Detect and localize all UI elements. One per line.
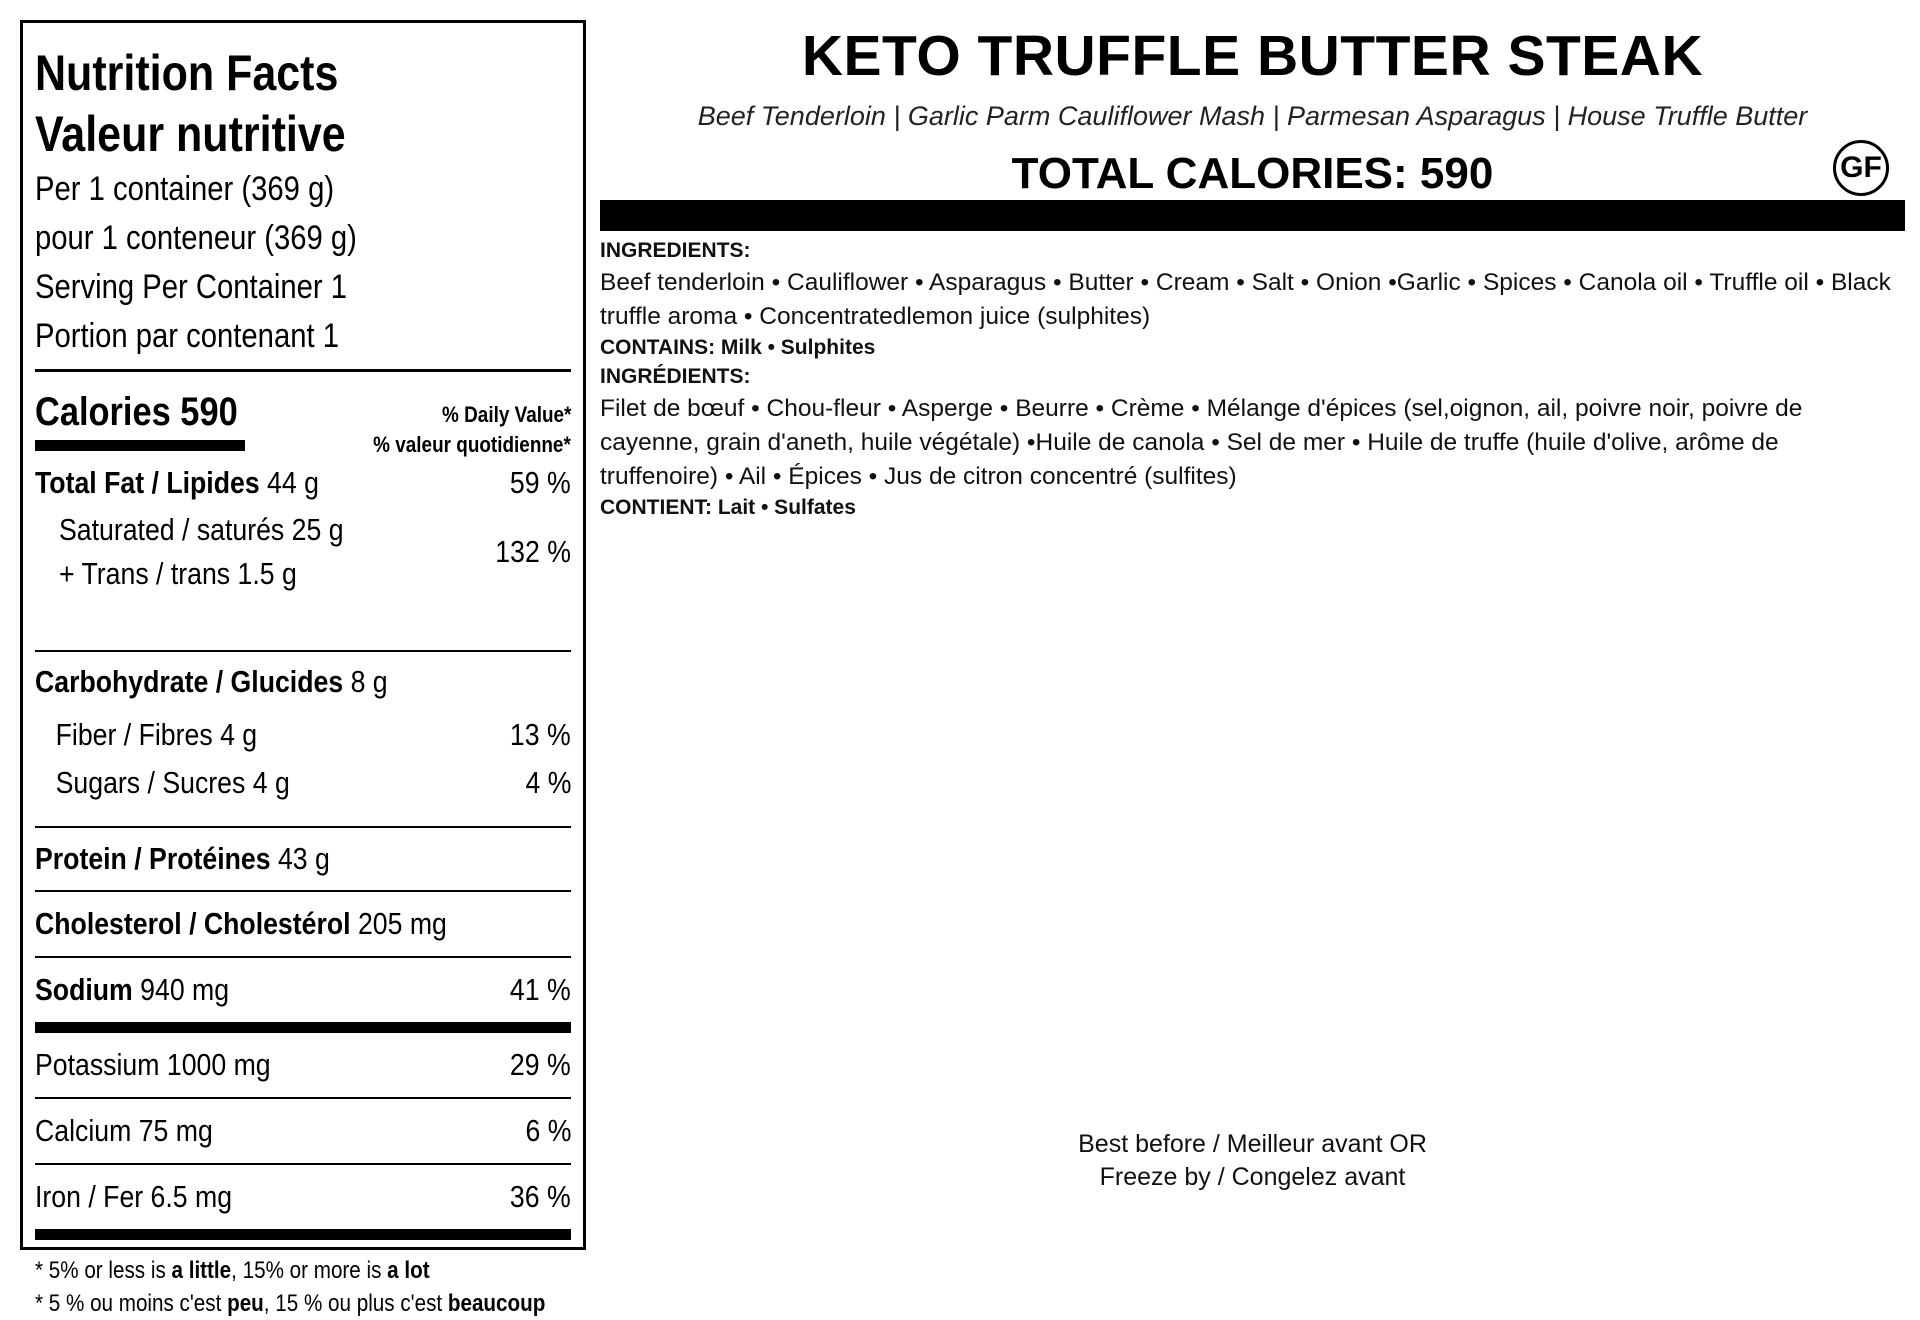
ingredients-heading-fr: INGRÉDIENTS: [600, 365, 751, 388]
thick-divider [35, 1229, 571, 1240]
ingredients-section [600, 236, 1900, 522]
serving-per-container-fr: Portion par contenant 1 [35, 317, 339, 355]
total-fat-pct: 59 % [510, 465, 571, 500]
carbohydrate-label: Carbohydrate / Glucides 8 g [35, 664, 388, 699]
iron-label: Iron / Fer 6.5 mg [35, 1179, 233, 1214]
sugars-label: Sugars / Sucres 4 g [55, 765, 290, 800]
nutrient-row-sugars [35, 758, 571, 808]
nutrition-title-en: Nutrition Facts [35, 45, 339, 101]
nutrient-row-total-fat [35, 458, 571, 508]
nutrient-row-protein [35, 828, 571, 890]
potassium-label: Potassium 1000 mg [35, 1047, 271, 1082]
product-panel [600, 0, 1905, 1280]
footnote-fr: * 5 % ou moins c'est peu, 15 % ou plus c'est beaucoup [35, 1290, 546, 1317]
ingredients-text-en: Beef tenderloin • Cauliflower • Asparagus • Butter • Cream • Salt • Onion •Garlic • Spices • Canola oil • Truffle oil • Black truffle aroma • Concentratedlemon juice (sulphites) [600, 269, 1891, 330]
daily-value-header-en: % Daily Value* [441, 402, 571, 427]
best-before-block [600, 1128, 1905, 1194]
calories-header [35, 372, 571, 458]
potassium-pct: 29 % [510, 1047, 571, 1082]
saturated-label: Saturated / saturés 25 g [59, 512, 344, 547]
footnote-en: * 5% or less is a little, 15% or more is a lot [35, 1257, 430, 1284]
serving-per-container-en: Serving Per Container 1 [35, 268, 348, 306]
freeze-by-line: Freeze by / Congelez avant [1099, 1163, 1406, 1191]
saturated-trans-pct: 132 % [495, 534, 571, 569]
sugars-pct: 4 % [525, 765, 571, 800]
thick-divider [35, 1022, 571, 1033]
nutrition-title-fr: Valeur nutritive [35, 106, 346, 162]
ingredients-text-fr: Filet de bœuf • Chou-fleur • Asperge • Beurre • Crème • Mélange d'épices (sel,oignon, ail, poivre noir, poivre de cayenne, grain d'aneth, huile végétale) •Huile de canola • Sel de mer • Huile de truffe (huile d'olive, arôme de truffenoire) • Ail • Épices • Jus de citron concentré (sulfites) [600, 395, 1803, 490]
gluten-free-icon [1833, 140, 1889, 196]
sodium-pct: 41 % [510, 972, 571, 1007]
fiber-label: Fiber / Fibres 4 g [55, 717, 258, 752]
nutrient-row-carbohydrate [35, 652, 571, 712]
nutrient-row-saturated-trans [35, 508, 571, 650]
iron-pct: 36 % [510, 1179, 571, 1214]
calories-label: Calories 590 [35, 390, 238, 434]
nutrient-row-iron [35, 1165, 571, 1229]
per-container-en: Per 1 container (369 g) [35, 170, 335, 208]
nutrient-row-sodium [35, 958, 571, 1022]
calcium-label: Calcium 75 mg [35, 1113, 213, 1148]
trans-label: + Trans / trans 1.5 g [59, 556, 297, 591]
ingredients-heading-en: INGREDIENTS: [600, 239, 751, 262]
total-fat-label: Total Fat / Lipides 44 g [35, 465, 319, 500]
sodium-label: Sodium 940 mg [35, 972, 230, 1007]
cholesterol-label: Cholesterol / Cholestérol 205 mg [35, 906, 447, 941]
gluten-free-badge-text: GF [1840, 151, 1882, 184]
best-before-line: Best before / Meilleur avant OR [1078, 1130, 1427, 1158]
header-bar [600, 200, 1905, 231]
product-title: KETO TRUFFLE BUTTER STEAK [801, 24, 1704, 88]
fiber-pct: 13 % [510, 717, 571, 752]
contains-en: CONTAINS: Milk • Sulphites [600, 336, 876, 359]
calcium-pct: 6 % [525, 1113, 571, 1148]
calories-bar [35, 440, 245, 451]
daily-value-header-fr: % valeur quotidienne* [373, 432, 571, 457]
per-container-fr: pour 1 conteneur (369 g) [35, 219, 357, 257]
nutrition-facts-panel [20, 20, 586, 1317]
contains-fr: CONTIENT: Lait • Sulfates [600, 496, 856, 519]
product-subtitle: Beef Tenderloin | Garlic Parm Cauliflower Mash | Parmesan Asparagus | House Truffle Butter [697, 101, 1808, 131]
total-calories: TOTAL CALORIES: 590 [1011, 149, 1494, 198]
nutrient-row-calcium [35, 1099, 571, 1163]
protein-label: Protein / Protéines 43 g [35, 841, 330, 876]
nutrient-row-potassium [35, 1033, 571, 1097]
nutrient-row-fiber [35, 712, 571, 758]
nutrient-row-cholesterol [35, 892, 571, 956]
